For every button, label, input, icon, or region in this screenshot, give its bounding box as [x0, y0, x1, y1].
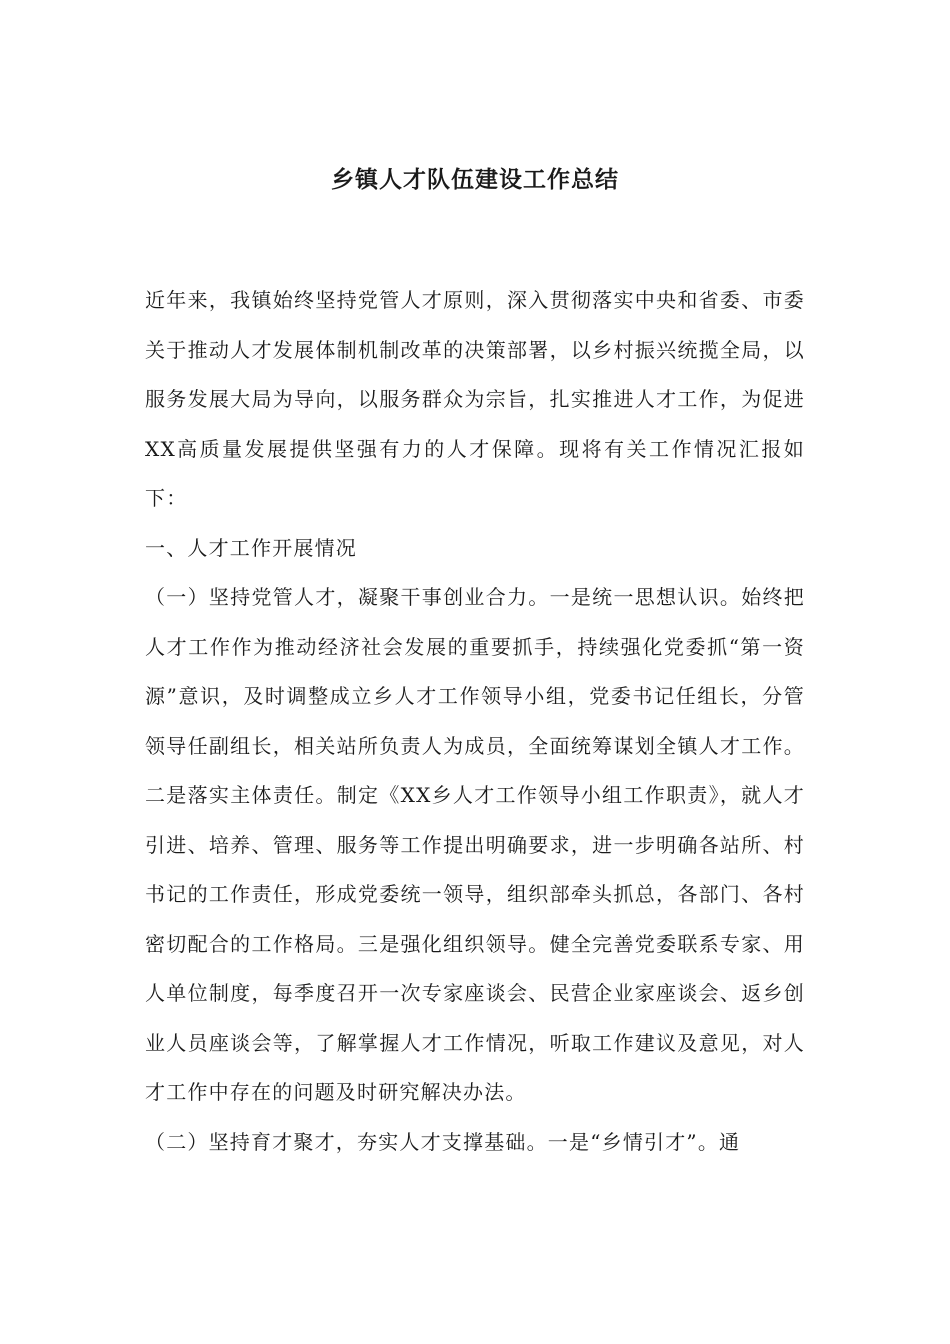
- subsection-paragraph-2: （二）坚持育才聚才，夯实人才支撑基础。一是“乡情引才”。通: [145, 1129, 741, 1154]
- section-heading: 一、人才工作开展情况: [145, 535, 357, 560]
- intro-paragraph: 近年来，我镇始终坚持党管人才原则，深入贯彻落实中央和省委、市委关于推动人才发展体制机制改革的决策部署，以乡村振兴统揽全局，以服务发展大局为导向，以服务群众为宗旨，扎实推进人才工作，为促进XX高质量发展提供坚强有力的人才保障。现将有关工作情况汇报如下：: [145, 288, 805, 510]
- document-body: [145, 276, 805, 1167]
- document-title: 乡镇人才队伍建设工作总结: [331, 166, 619, 193]
- subsection-paragraph-1: （一）坚持党管人才，凝聚干事创业合力。一是统一思想认识。始终把人才工作作为推动经济社会发展的重要抓手，持续强化党委抓“第一资源”意识，及时调整成立乡人才工作领导小组，党委书记任组长，分管领导任副组长，相关站所负责人为成员，全面统筹谋划全镇人才工作。二是落实主体责任。制定《XX乡人才工作领导小组工作职责》，就人才引进、培养、管理、服务等工作提出明确要求，进一步明确各站所、村书记的工作责任，形成党委统一领导，组织部牵头抓总，各部门、各村密切配合的工作格局。三是强化组织领导。健全完善党委联系专家、用人单位制度，每季度召开一次专家座谈会、民营企业家座谈会、返乡创业人员座谈会等，了解掌握人才工作情况，听取工作建议及意见，对人才工作中存在的问题及时研究解决办法。: [145, 585, 805, 1104]
